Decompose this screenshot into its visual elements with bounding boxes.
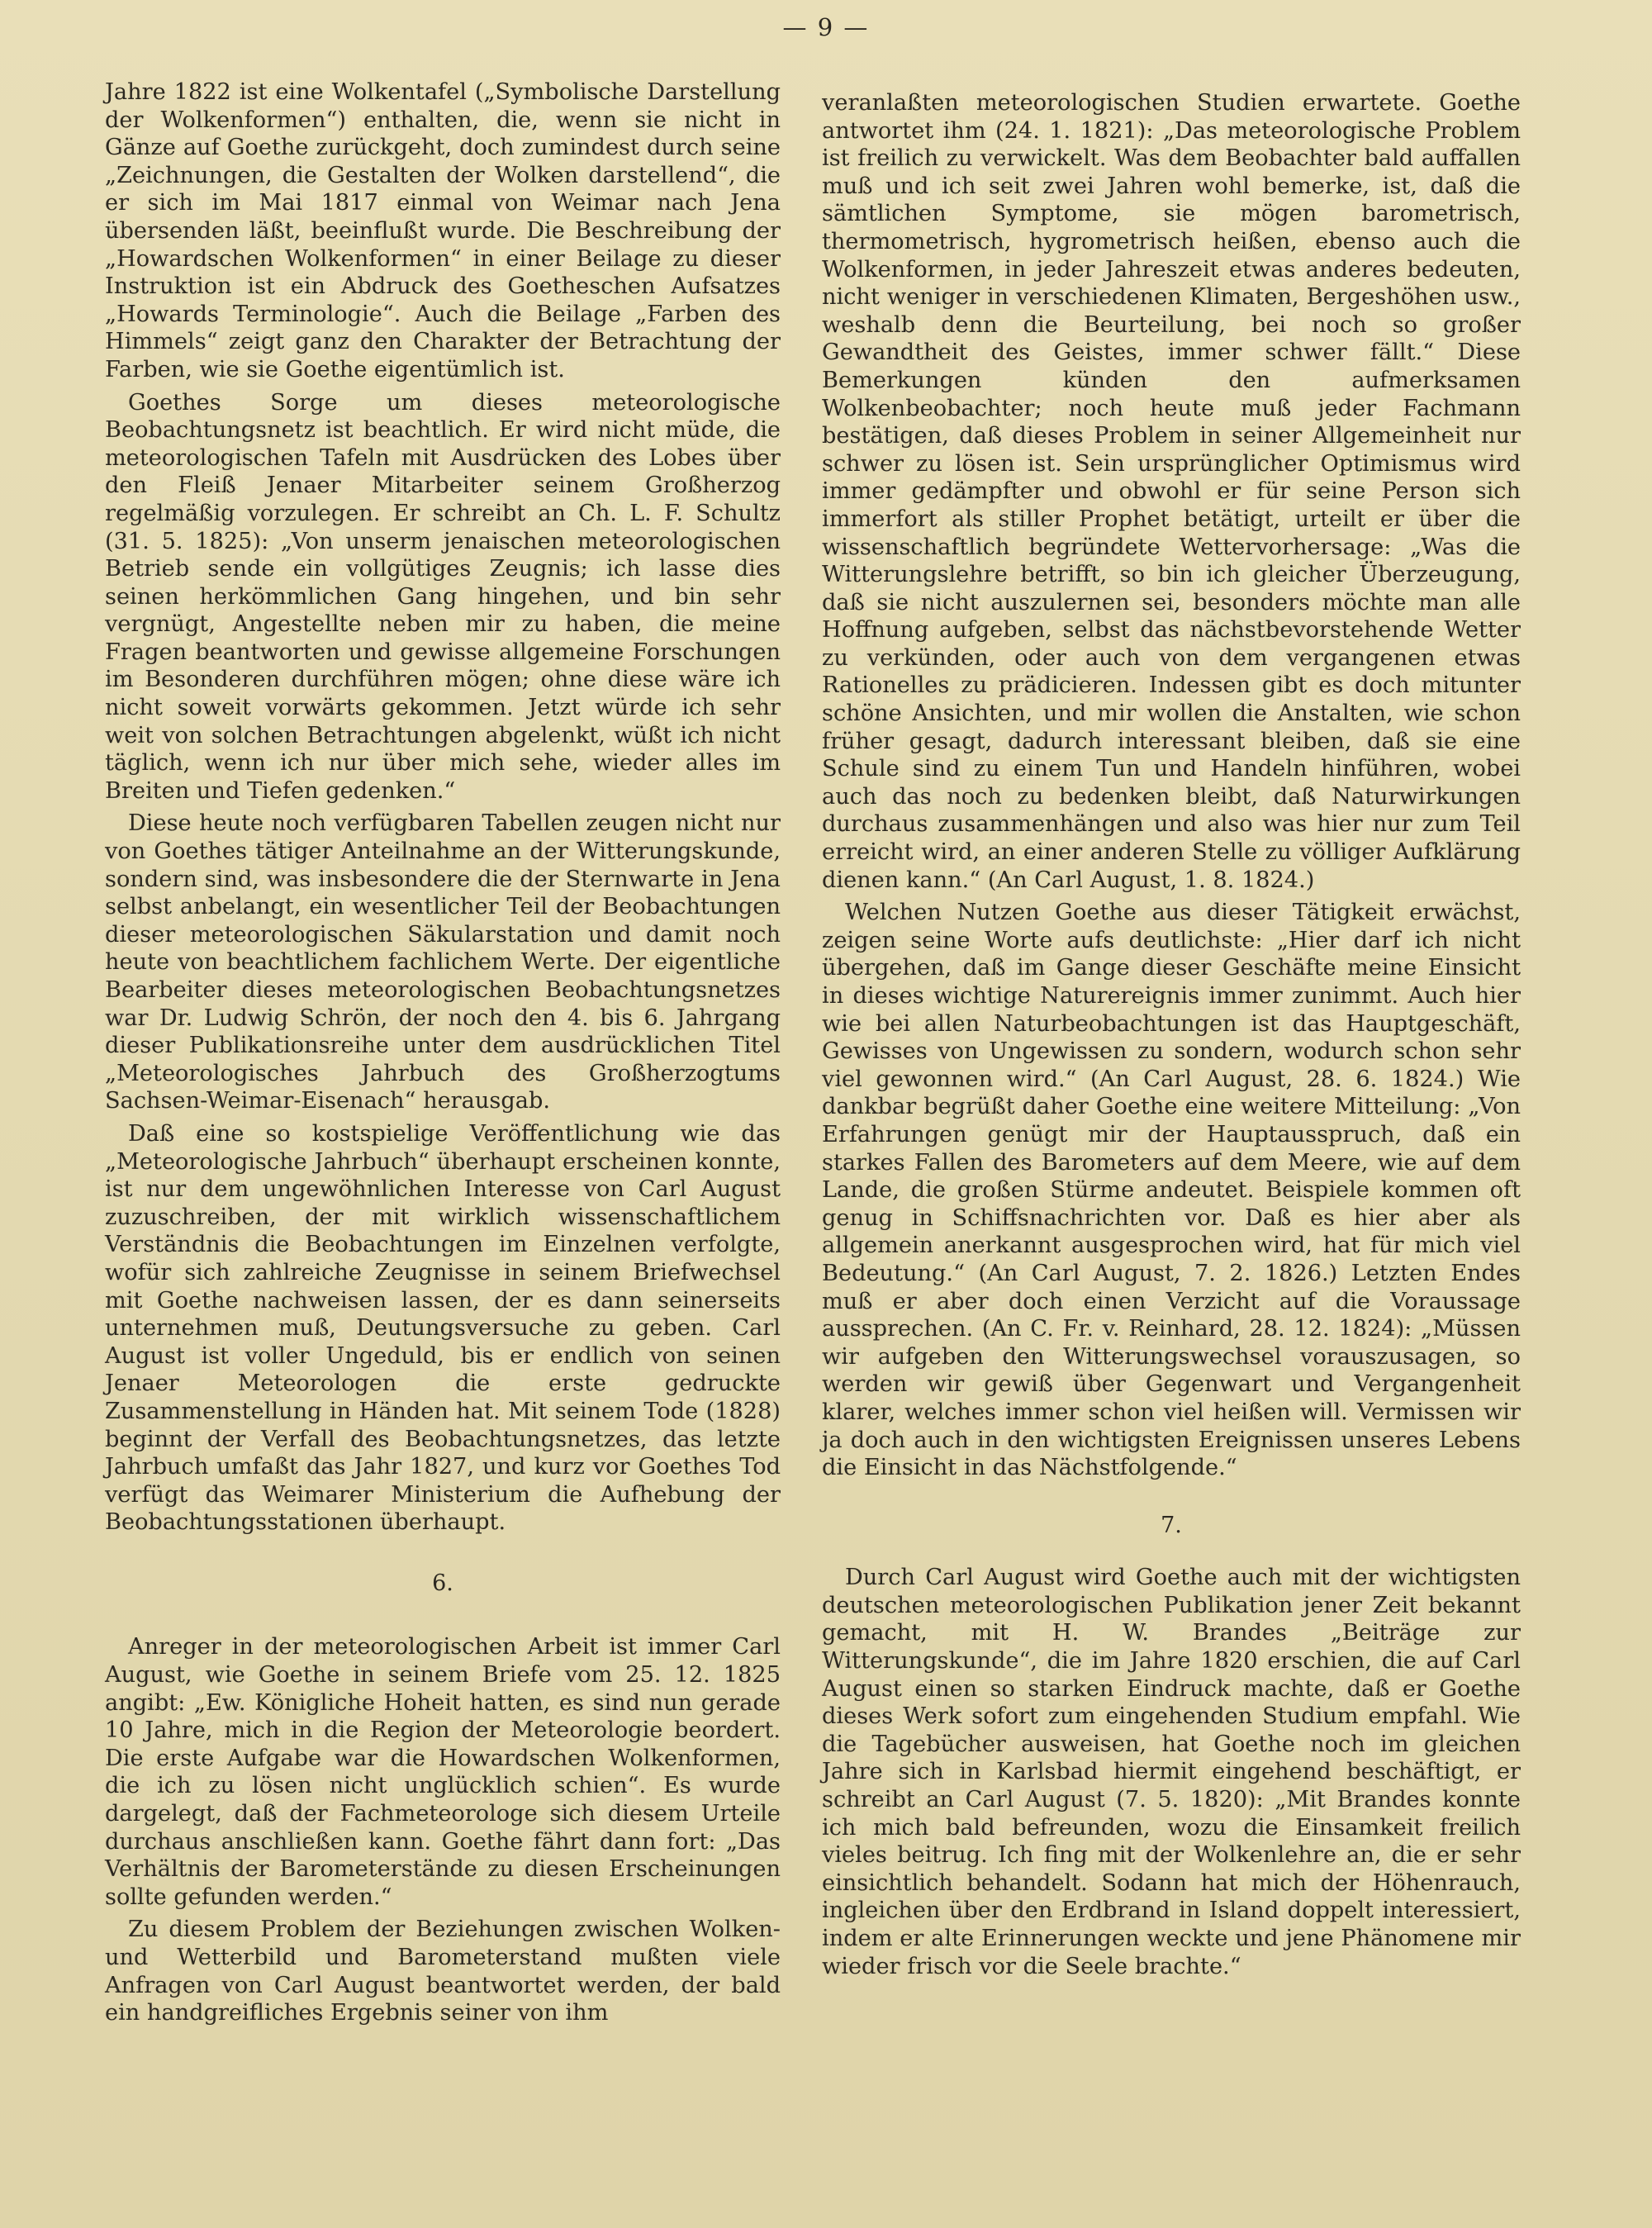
paragraph: Welchen Nutzen Goethe aus dieser Tätigkeit erwächst, zeigen seine Worte aufs deutlichste: „Hier darf ich nicht übergehen, daß im Gange dieser Geschäfte meine Einsicht in dieses wichtige Naturereignis immer zunimmt. Auch hier wie bei allen Naturbeobachtungen ist das Hauptgeschäft, Gewisses von Ungewissen zu sondern, wodurch schon sehr viel gewonnen wird.“ (An Carl August, 28. 6. 1824.) Wie dankbar begrüßt daher Goethe eine weitere Mitteilung: „Von Erfahrungen genügt mir der Hauptausspruch, daß ein starkes Fallen des Barometers auf dem Meere, wie auf dem Lande, die großen Stürme andeutet. Beispiele kommen oft genug in Schiffsnachrichten vor. Daß es hier aber als allgemein anerkannt ausgesprochen wird, hat für mich viel Bedeutung.“ (An Carl August, 7. 2. 1826.) Letzten Endes muß er aber doch einen Verzicht auf die Voraussage aussprechen. (An C. Fr. v. Reinhard, 28. 12. 1824): „Müssen wir aufgeben den Witterungswechsel vorauszusagen, so werden wir gewiß über Gegenwart und Vergangenheit klarer, welches immer schon viel heißen will. Vermissen wir ja doch auch in den wichtigsten Ereignissen unseres Lebens die Einsicht in das Nächstfolgende.“ <box>822 900 1521 1481</box>
left-column <box>105 78 781 2027</box>
section-number: 6. <box>432 1570 453 1596</box>
paragraph: Jahre 1822 ist eine Wolkentafel („Symbolische Darstellung der Wolkenformen“) enthalten, die, wenn sie nicht in Gänze auf Goethe zurückgeht, doch zumindest durch seine „Zeichnungen, die Gestalten der Wolken darstellend“, die er sich im Mai 1817 einmal von Weimar nach Jena übersenden läßt, beeinflußt wurde. Die Beschreibung der „Howardschen Wolkenformen“ in einer Beilage zu dieser Instruktion ist ein Abdruck des Goetheschen Aufsatzes „Howards Terminologie“. Auch die Beilage „Farben des Himmels“ zeigt ganz den Charakter der Betrachtung der Farben, wie sie Goethe eigentümlich ist. <box>105 79 781 382</box>
paragraph: Daß eine so kostspielige Veröffentlichung wie das „Meteorologische Jahrbuch“ überhaupt erscheinen konnte, ist nur dem ungewöhnlichen Interesse von Carl August zuzuschreiben, der mit wirklich wissenschaftlichem Verständnis die Beobachtungen im Einzelnen verfolgte, wofür sich zahlreiche Zeugnisse in seinem Briefwechsel mit Goethe nachweisen lassen, der es dann seinerseits unternehmen muß, Deutungsversuche zu geben. Carl August ist voller Ungeduld, bis er endlich von seinen Jenaer Meteorologen die erste gedruckte Zusammenstellung in Händen hat. Mit seinem Tode (1828) beginnt der Verfall des Beobachtungsnetzes, das letzte Jahrbuch umfaßt das Jahr 1827, und kurz vor Goethes Tod verfügt das Weimarer Ministerium die Aufhebung der Beobachtungsstationen überhaupt. <box>105 1120 781 1536</box>
paragraph: Diese heute noch verfügbaren Tabellen zeugen nicht nur von Goethes tätiger Anteilnahme an der Witterungskunde, sondern sind, was insbesondere die der Sternwarte in Jena selbst anbelangt, ein wesentlicher Teil der Beobachtungen dieser meteorologischen Säkularstation und damit noch heute von beachtlichem fachlichem Werte. Der eigentliche Bearbeiter dieses meteorologischen Beobachtungsnetzes war Dr. Ludwig Schrön, der noch den 4. bis 6. Jahrgang dieser Publikationsreihe unter dem ausdrücklichen Titel „Meteorologisches Jahrbuch des Großherzogtums Sachsen-Weimar-Eisenach“ herausgab. <box>105 810 781 1114</box>
paragraph: Zu diesem Problem der Beziehungen zwischen Wolken- und Wetterbild und Barometerstand mußten viele Anfragen von Carl August beantwortet werden, der bald ein handgreifliches Ergebnis seiner von ihm <box>105 1917 781 2026</box>
page-number: — 9 — <box>782 13 870 41</box>
paragraph: Anreger in der meteorologischen Arbeit ist immer Carl August, wie Goethe in seinem Briefe vom 25. 12. 1825 angibt: „Ew. Königliche Hoheit hatten, es sind nun gerade 10 Jahre, mich in die Region der Meteorologie beordert. Die erste Aufgabe war die Howardschen Wolkenformen, die ich zu lösen nicht unglücklich schien“. Es wurde dargelegt, daß der Fachmeteorologe sich diesem Urteile durchaus anschließen kann. Goethe fährt dann fort: „Das Verhältnis der Barometerstände zu diesen Erscheinungen sollte gefunden werden.“ <box>105 1634 781 1910</box>
section-number: 7. <box>1161 1512 1182 1538</box>
paragraph: Durch Carl August wird Goethe auch mit der wichtigsten deutschen meteorologischen Publikation jener Zeit bekannt gemacht, mit H. W. Brandes „Beiträge zur Witterungskunde“, die im Jahre 1820 erschien, die auf Carl August einen so starken Eindruck machte, daß er Goethe dieses Werk sofort zum eingehenden Studium empfahl. Wie die Tagebücher ausweisen, hat Goethe noch im gleichen Jahre sich in Karlsbad hiermit eingehend beschäftigt, er schreibt an Carl August (7. 5. 1820): „Mit Brandes konnte ich mich bald befreunden, wozu die Einsamkeit freilich vieles beitrug. Ich fing mit der Wolkenlehre an, die er sehr einsichtlich behandelt. Sodann hat mich der Höhenrauch, ingleichen über den Erdbrand in Island doppelt interessiert, indem er alte Erinnerungen weckte und jene Phänomene mir wieder frisch vor die Seele brachte.“ <box>822 1565 1521 1979</box>
paragraph: veranlaßten meteorologischen Studien erwartete. Goethe antwortet ihm (24. 1. 1821): „Das meteorologische Problem ist freilich zu verwickelt. Was dem Beobachter bald auffallen muß und ich seit zwei Jahren wohl bemerke, ist, daß die sämtlichen Symptome, sie mögen barometrisch, thermometrisch, hygrometrisch heißen, ebenso auch die Wolkenformen, in jeder Jahreszeit etwas anderes bedeuten, nicht weniger in verschiedenen Klimaten, Bergeshöhen usw., weshalb denn die Beurteilung, bei noch so großer Gewandtheit des Geistes, immer schwer fällt.“ Diese Bemerkungen künden den aufmerksamen Wolkenbeobachter; noch heute muß jeder Fachmann bestätigen, daß dieses Problem in seiner Allgemeinheit nur schwer zu lösen ist. Sein ursprünglicher Optimismus wird immer gedämpfter und obwohl er für seine Person sich immerfort als stiller Prophet betätigt, urteilt er über die wissenschaftlich begründete Wettervorhersage: „Was die Witterungslehre betrifft, so bin ich gleicher Überzeugung, daß sie nicht auszulernen sei, besonders möchte man alle Hoffnung aufgeben, selbst das nächstbevorstehende Wetter zu verkünden, oder auch von dem vergangenen etwas Rationelles zu prädicieren. Indessen gibt es doch mitunter schöne Ansichten, und mir wollen die Anstalten, wie schon früher gesagt, dadurch interessant bleiben, daß sie eine Schule sind zu einem Tun und Handeln hinführen, wobei auch das noch zu bedenken bleibt, daß Naturwirkungen durchaus zusammenhängen und also was hier nur zum Teil erreicht wird, an einer anderen Stelle zu völliger Aufklärung dienen kann.“ (An Carl August, 1. 8. 1824.) <box>822 90 1521 893</box>
right-column <box>822 89 1521 1980</box>
paragraph: Goethes Sorge um dieses meteorologische Beobachtungsnetz ist beachtlich. Er wird nicht müde, die meteorologischen Tafeln mit Ausdrücken des Lobes über den Fleiß Jenaer Mitarbeiter seinem Großherzog regelmäßig vorzulegen. Er schreibt an Ch. L. F. Schultz (31. 5. 1825): „Von unserm jenaischen meteorologischen Betrieb sende ein vollgütiges Zeugnis; ich lasse dies seinen herkömmlichen Gang hingehen, und bin sehr vergnügt, Angestellte neben mir zu haben, die meine Fragen beantworten und gewisse allgemeine Forschungen im Besonderen durchführen mögen; ohne diese wäre ich nicht soweit vorwärts gekommen. Jetzt würde ich sehr weit von solchen Betrachtungen abgelenkt, wüßt ich nicht täglich, wenn ich nur über mich sehe, wieder alles im Breiten und Tiefen gedenken.“ <box>105 389 781 804</box>
